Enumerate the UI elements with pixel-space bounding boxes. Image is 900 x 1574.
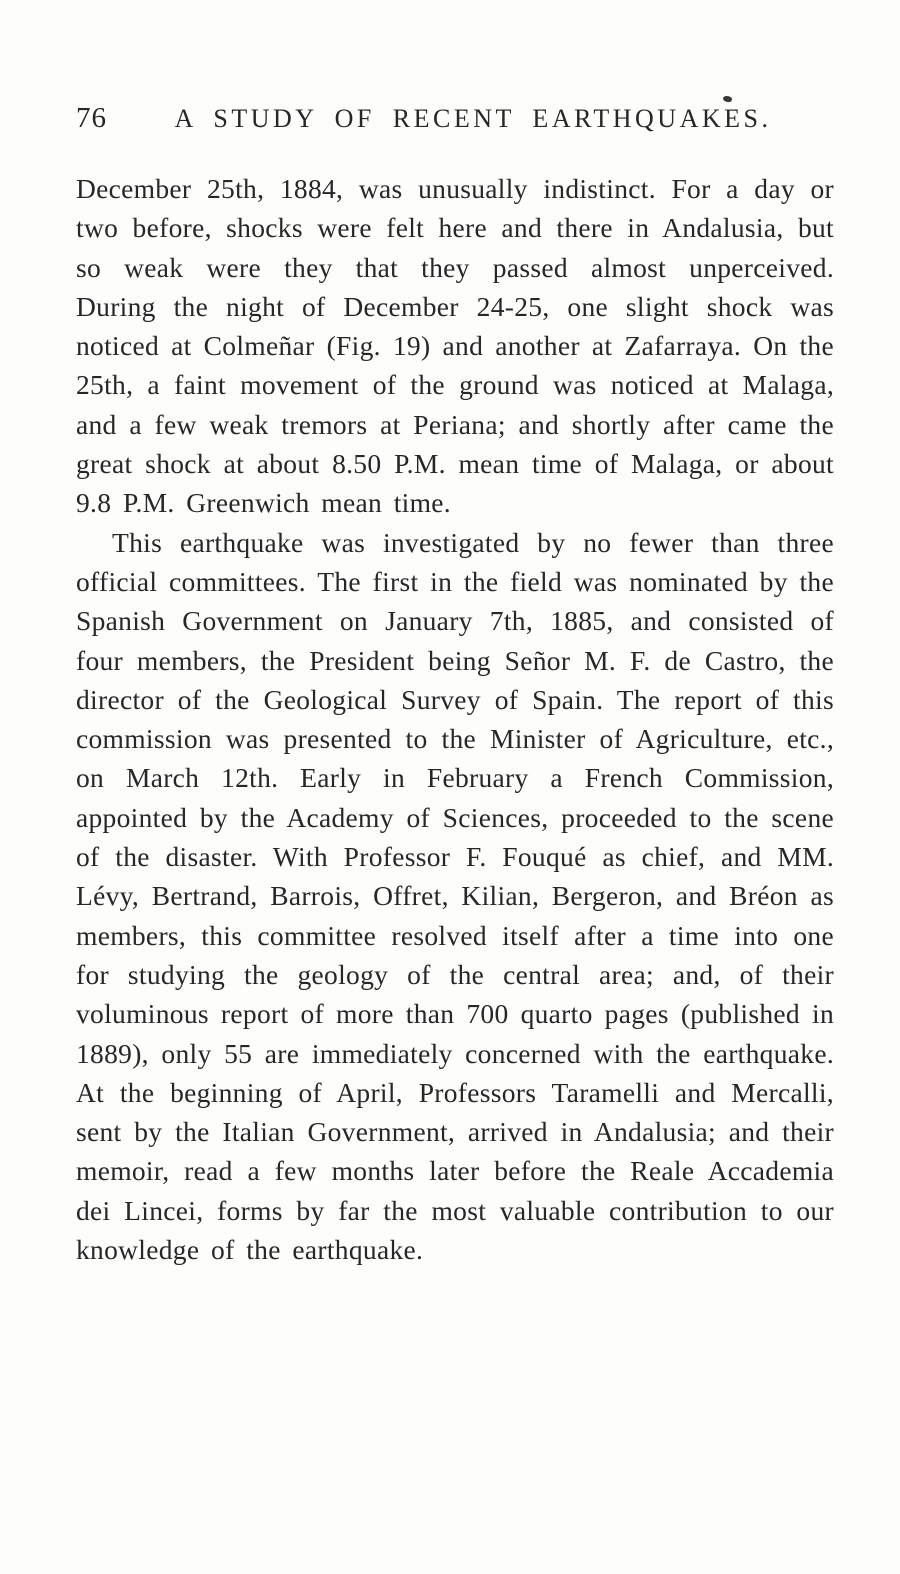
page-number: 76 — [76, 102, 107, 134]
running-title: A STUDY OF RECENT EARTHQUAKES. — [174, 104, 772, 133]
page-body — [76, 169, 834, 1269]
paragraph-2: This earthquake was investigated by no fewer than three official committees. The first in the field was nominated by the Spanish Government on January 7th, 1885, and consisted of four members, the President being Señor M. F. de Castro, the director of the Geological Survey of Spain. The report of this commission was presented to the Minister of Agriculture, etc., on March 12th. Early in February a French Commission, appointed by the Academy of Sciences, proceeded to the scene of the disaster. With Professor F. Fouqué as chief, and MM. Lévy, Bertrand, Barrois, Offret, Kilian, Bergeron, and Bréon as members, this committee resolved itself after a time into one for studying the geology of the central area; and, of their voluminous report of more than 700 quarto pages (published in 1889), only 55 are immediately concerned with the earthquake. At the beginning of April, Professors Taramelli and Mercalli, sent by the Italian Government, arrived in Andalusia; and their memoir, read a few months later before the Reale Accademia dei Lincei, forms by far the most valuable contribution to our knowledge of the earthquake. — [76, 526, 834, 1266]
paragraph-1: December 25th, 1884, was unusually indistinct. For a day or two before, shocks were felt here and there in Andalusia, but so weak were they that they passed almost unperceived. During the night of December 24-25, one slight shock was noticed at Colmeñar (Fig. 19) and another at Zafarraya. On the 25th, a faint movement of the ground was noticed at Malaga, and a few weak tremors at Periana; and shortly after came the great shock at about 8.50 P.M. mean time of Malaga, or about 9.8 P.M. Greenwich mean time. — [76, 173, 834, 519]
page-header — [76, 102, 834, 135]
